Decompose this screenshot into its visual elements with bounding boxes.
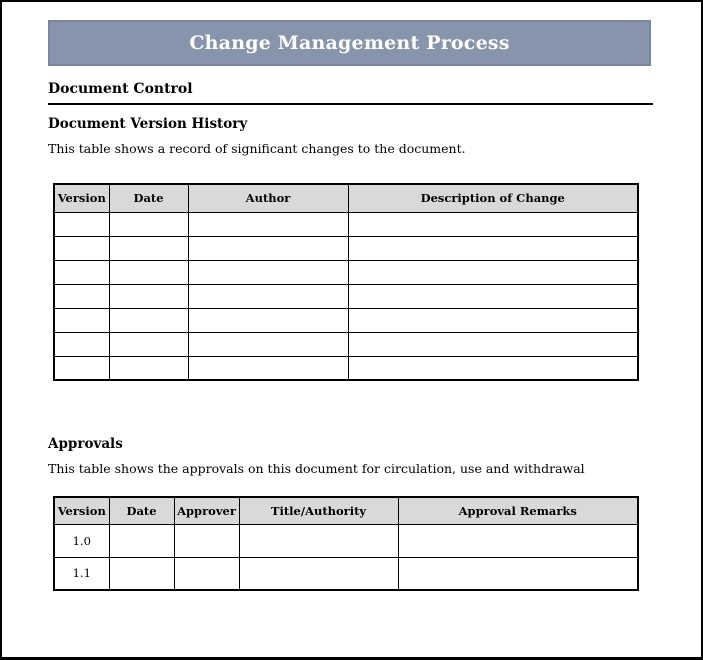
header-date: Date	[109, 497, 174, 524]
cell-description	[348, 308, 638, 332]
cell-date	[109, 212, 188, 236]
version-history-description: This table shows a record of significant changes to the document.	[48, 141, 466, 156]
table-header-row	[54, 184, 638, 212]
table-header-row	[54, 497, 638, 524]
cell-approval-remarks	[398, 557, 638, 590]
cell-author	[188, 332, 348, 356]
cell-description	[348, 236, 638, 260]
cell-version	[54, 212, 109, 236]
version-history-heading: Document Version History	[48, 116, 248, 132]
cell-date	[109, 308, 188, 332]
cell-date	[109, 236, 188, 260]
cell-approver	[174, 524, 239, 557]
cell-version	[54, 332, 109, 356]
table-row	[54, 332, 638, 356]
cell-approver	[174, 557, 239, 590]
header-date: Date	[109, 184, 188, 212]
header-author: Author	[188, 184, 348, 212]
cell-version	[54, 236, 109, 260]
cell-title-authority	[239, 524, 398, 557]
header-approval-remarks: Approval Remarks	[398, 497, 638, 524]
cell-author	[188, 260, 348, 284]
cell-version	[54, 308, 109, 332]
cell-author	[188, 284, 348, 308]
header-version: Version	[54, 497, 109, 524]
cell-date	[109, 524, 174, 557]
cell-date	[109, 332, 188, 356]
header-approver: Approver	[174, 497, 239, 524]
cell-title-authority	[239, 557, 398, 590]
table-row	[54, 212, 638, 236]
cell-version: 1.1	[54, 557, 109, 590]
cell-author	[188, 236, 348, 260]
cell-description	[348, 356, 638, 380]
cell-description	[348, 260, 638, 284]
cell-version	[54, 284, 109, 308]
table-row	[54, 557, 638, 590]
header-version: Version	[54, 184, 109, 212]
cell-author	[188, 356, 348, 380]
header-title-authority: Title/Authority	[239, 497, 398, 524]
cell-description	[348, 212, 638, 236]
cell-description	[348, 332, 638, 356]
table-row	[54, 356, 638, 380]
cell-date	[109, 557, 174, 590]
approvals-table	[53, 496, 639, 591]
table-row	[54, 284, 638, 308]
table-row	[54, 236, 638, 260]
cell-date	[109, 260, 188, 284]
cell-description	[348, 284, 638, 308]
cell-author	[188, 212, 348, 236]
cell-author	[188, 308, 348, 332]
table-row	[54, 260, 638, 284]
version-history-table	[53, 183, 639, 381]
approvals-description: This table shows the approvals on this document for circulation, use and withdrawal	[48, 461, 585, 476]
page-title: Change Management Process	[189, 32, 510, 54]
approvals-heading: Approvals	[48, 436, 123, 452]
title-banner	[48, 20, 651, 66]
table-row	[54, 524, 638, 557]
cell-approval-remarks	[398, 524, 638, 557]
cell-version	[54, 356, 109, 380]
table-row	[54, 308, 638, 332]
document-control-heading: Document Control	[48, 81, 653, 105]
cell-date	[109, 356, 188, 380]
cell-version: 1.0	[54, 524, 109, 557]
cell-date	[109, 284, 188, 308]
cell-version	[54, 260, 109, 284]
header-description-of-change: Description of Change	[348, 184, 638, 212]
